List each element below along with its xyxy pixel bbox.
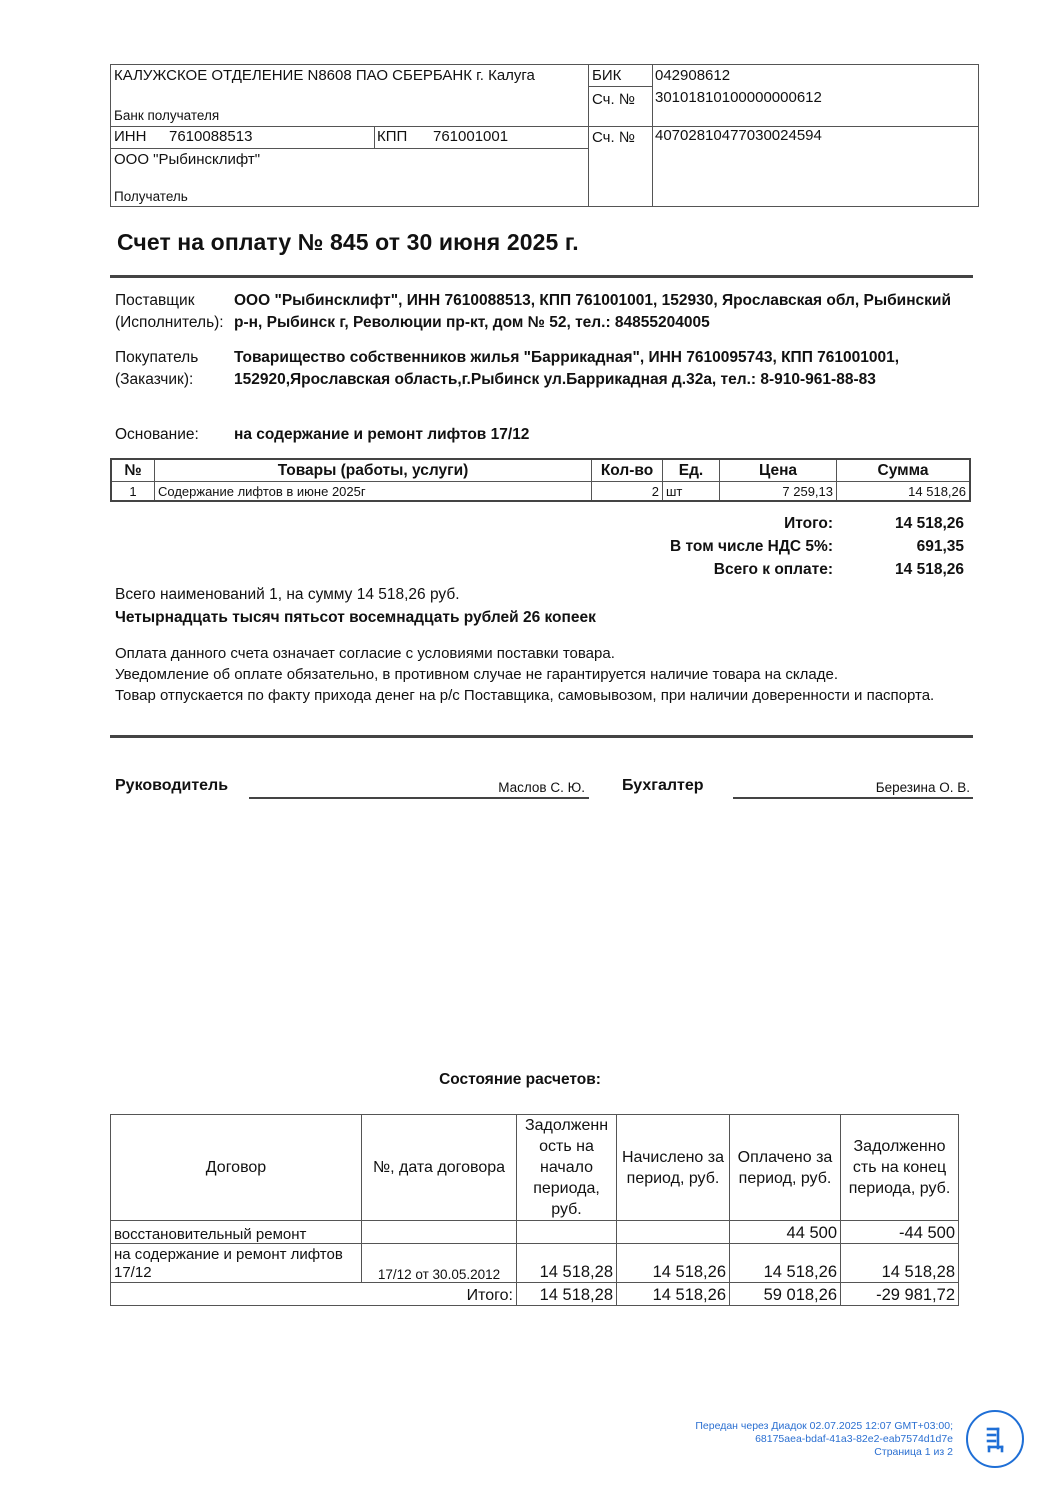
- header-goods: Товары (работы, услуги): [155, 459, 592, 482]
- header-qty: Кол-во: [592, 459, 663, 482]
- number-date: 17/12 от 30.05.2012: [362, 1244, 517, 1283]
- contract: на содержание и ремонт лифтов 17/12: [111, 1244, 362, 1283]
- account-label: Сч. №: [592, 129, 635, 146]
- head-label: Руководитель: [115, 777, 229, 794]
- debt-start: 14 518,28: [517, 1244, 617, 1283]
- due-label: Всего к оплате:: [713, 561, 833, 578]
- diadok-line-2: 68175aea-bdaf-41a3-82e2-eab7574d1d7e: [755, 1433, 953, 1445]
- corr-account-value: 30101810100000000612: [655, 89, 822, 106]
- total-debt-start: 14 518,28: [517, 1283, 617, 1306]
- header-num: №: [111, 459, 155, 482]
- header-number-date: №, дата договора: [362, 1115, 517, 1221]
- supplier-value: ООО "Рыбинсклифт", ИНН 7610088513, КПП 761001001, 152930, Ярославская обл, Рыбинский р-н, Рыбинск г, Революции пр-кт, дом № 52, тел.: 84855204005: [234, 292, 951, 331]
- header-contract: Договор: [111, 1115, 362, 1221]
- accountant-name: Березина О. В.: [875, 780, 970, 795]
- bik-label: БИК: [592, 67, 622, 84]
- total-label: Итого:: [784, 515, 833, 532]
- total-paid: 59 018,26: [730, 1283, 841, 1306]
- head-name: Маслов С. Ю.: [498, 780, 585, 795]
- table-row: [111, 1221, 959, 1244]
- accrued: 14 518,26: [617, 1244, 730, 1283]
- note-1: Оплата данного счета означает согласие с условиями поставки товара.: [115, 645, 615, 662]
- inn-label: ИНН: [114, 128, 147, 145]
- recipient-name: ООО "Рыбинсклифт": [114, 151, 261, 168]
- vat-value: 691,35: [916, 538, 964, 555]
- bik-value: 042908612: [655, 67, 731, 84]
- divider: [652, 65, 653, 206]
- bank-name: КАЛУЖСКОЕ ОТДЕЛЕНИЕ N8608 ПАО СБЕРБАНК г. Калуга: [114, 67, 535, 84]
- basis-value: на содержание и ремонт лифтов 17/12: [234, 426, 530, 443]
- settlement-table: [110, 1114, 959, 1306]
- debt-end: -44 500: [841, 1221, 959, 1244]
- invoice-title: Счет на оплату № 845 от 30 июня 2025 г.: [117, 229, 579, 255]
- due-value: 14 518,26: [895, 561, 964, 578]
- divider: [111, 126, 978, 127]
- corr-account-label: Сч. №: [592, 91, 635, 108]
- basis-label: Основание:: [115, 426, 199, 443]
- supplier-label-line-1: Поставщик: [115, 292, 195, 309]
- settlement-table-header: [111, 1115, 959, 1221]
- buyer-label-line-1: Покупатель: [115, 349, 199, 366]
- buyer-value: Товарищество собственников жилья "Баррикадная", ИНН 7610095743, КПП 761001001, 152920,Ярославская область,г.Рыбинск ул.Баррикадная д.32а, тел.: 8-910-961-88-83: [234, 349, 900, 388]
- total-accrued: 14 518,26: [617, 1283, 730, 1306]
- header-debt-start: Задолженн ость на начало периода, руб.: [517, 1115, 617, 1221]
- title-divider: [110, 275, 973, 278]
- items-count-line: Всего наименований 1, на сумму 14 518,26 руб.: [115, 586, 460, 603]
- diadok-stamp: [695, 1420, 953, 1459]
- goods-table-header: [111, 459, 970, 482]
- note-3: Товар отпускается по факту прихода денег на р/с Поставщика, самовывозом, при наличии доверенности и паспорта.: [115, 687, 935, 704]
- header-sum: Сумма: [837, 459, 971, 482]
- row-sum: 14 518,26: [837, 482, 971, 502]
- diadok-logo-icon: [966, 1410, 1024, 1468]
- bank-details-block: [110, 64, 979, 207]
- accountant-label: Бухгалтер: [622, 777, 704, 794]
- inn-value: 7610088513: [169, 128, 253, 145]
- divider: [111, 148, 588, 149]
- row-name: Содержание лифтов в июне 2025г: [155, 482, 592, 502]
- supplier-label: [115, 290, 233, 334]
- table-row: [111, 482, 970, 502]
- number-date: [362, 1221, 517, 1244]
- accountant-signature-line: [733, 797, 973, 799]
- diadok-line-1: Передан через Диадок 02.07.2025 12:07 GMT+03:00;: [695, 1420, 953, 1432]
- total-label: Итого:: [111, 1283, 517, 1306]
- header-paid: Оплачено за период, руб.: [730, 1115, 841, 1221]
- header-unit: Ед.: [663, 459, 720, 482]
- total-debt-end: -29 981,72: [841, 1283, 959, 1306]
- debt-end: 14 518,28: [841, 1244, 959, 1283]
- accrued: [617, 1221, 730, 1244]
- table-row: [111, 1244, 959, 1283]
- row-num: 1: [111, 482, 155, 502]
- paid: 14 518,26: [730, 1244, 841, 1283]
- divider: [588, 86, 652, 87]
- paid: 44 500: [730, 1221, 841, 1244]
- vat-label: В том числе НДС 5%:: [670, 538, 833, 555]
- recipient-caption: Получатель: [114, 189, 188, 204]
- head-signature-line: [249, 797, 589, 799]
- total-value: 14 518,26: [895, 515, 964, 532]
- goods-table: [110, 458, 971, 502]
- kpp-label: КПП: [377, 128, 408, 145]
- header-price: Цена: [720, 459, 837, 482]
- kpp-value: 761001001: [433, 128, 509, 145]
- bank-caption: Банк получателя: [114, 108, 220, 123]
- row-qty: 2: [592, 482, 663, 502]
- note-2: Уведомление об оплате обязательно, в противном случае не гарантируется наличие товара на складе.: [115, 666, 838, 683]
- account-value: 40702810477030024594: [655, 127, 822, 144]
- notes-divider: [110, 735, 973, 738]
- debt-start: [517, 1221, 617, 1244]
- divider: [374, 126, 375, 148]
- amount-in-words: Четырнадцать тысяч пятьсот восемнадцать рублей 26 копеек: [115, 609, 596, 626]
- header-accrued: Начислено за период, руб.: [617, 1115, 730, 1221]
- supplier-label-line-2: (Исполнитель):: [115, 314, 224, 331]
- header-debt-end: Задолженно сть на конец периода, руб.: [841, 1115, 959, 1221]
- row-price: 7 259,13: [720, 482, 837, 502]
- settlement-total-row: [111, 1283, 959, 1306]
- settlement-title: Состояние расчетов:: [439, 1071, 601, 1088]
- diadok-page: Страница 1 из 2: [874, 1446, 953, 1458]
- buyer-label-line-2: (Заказчик):: [115, 371, 194, 388]
- buyer-label: [115, 347, 198, 391]
- contract: восстановительный ремонт: [111, 1221, 362, 1244]
- row-unit: шт: [663, 482, 720, 502]
- diadok-glyph-icon: [968, 1412, 1022, 1466]
